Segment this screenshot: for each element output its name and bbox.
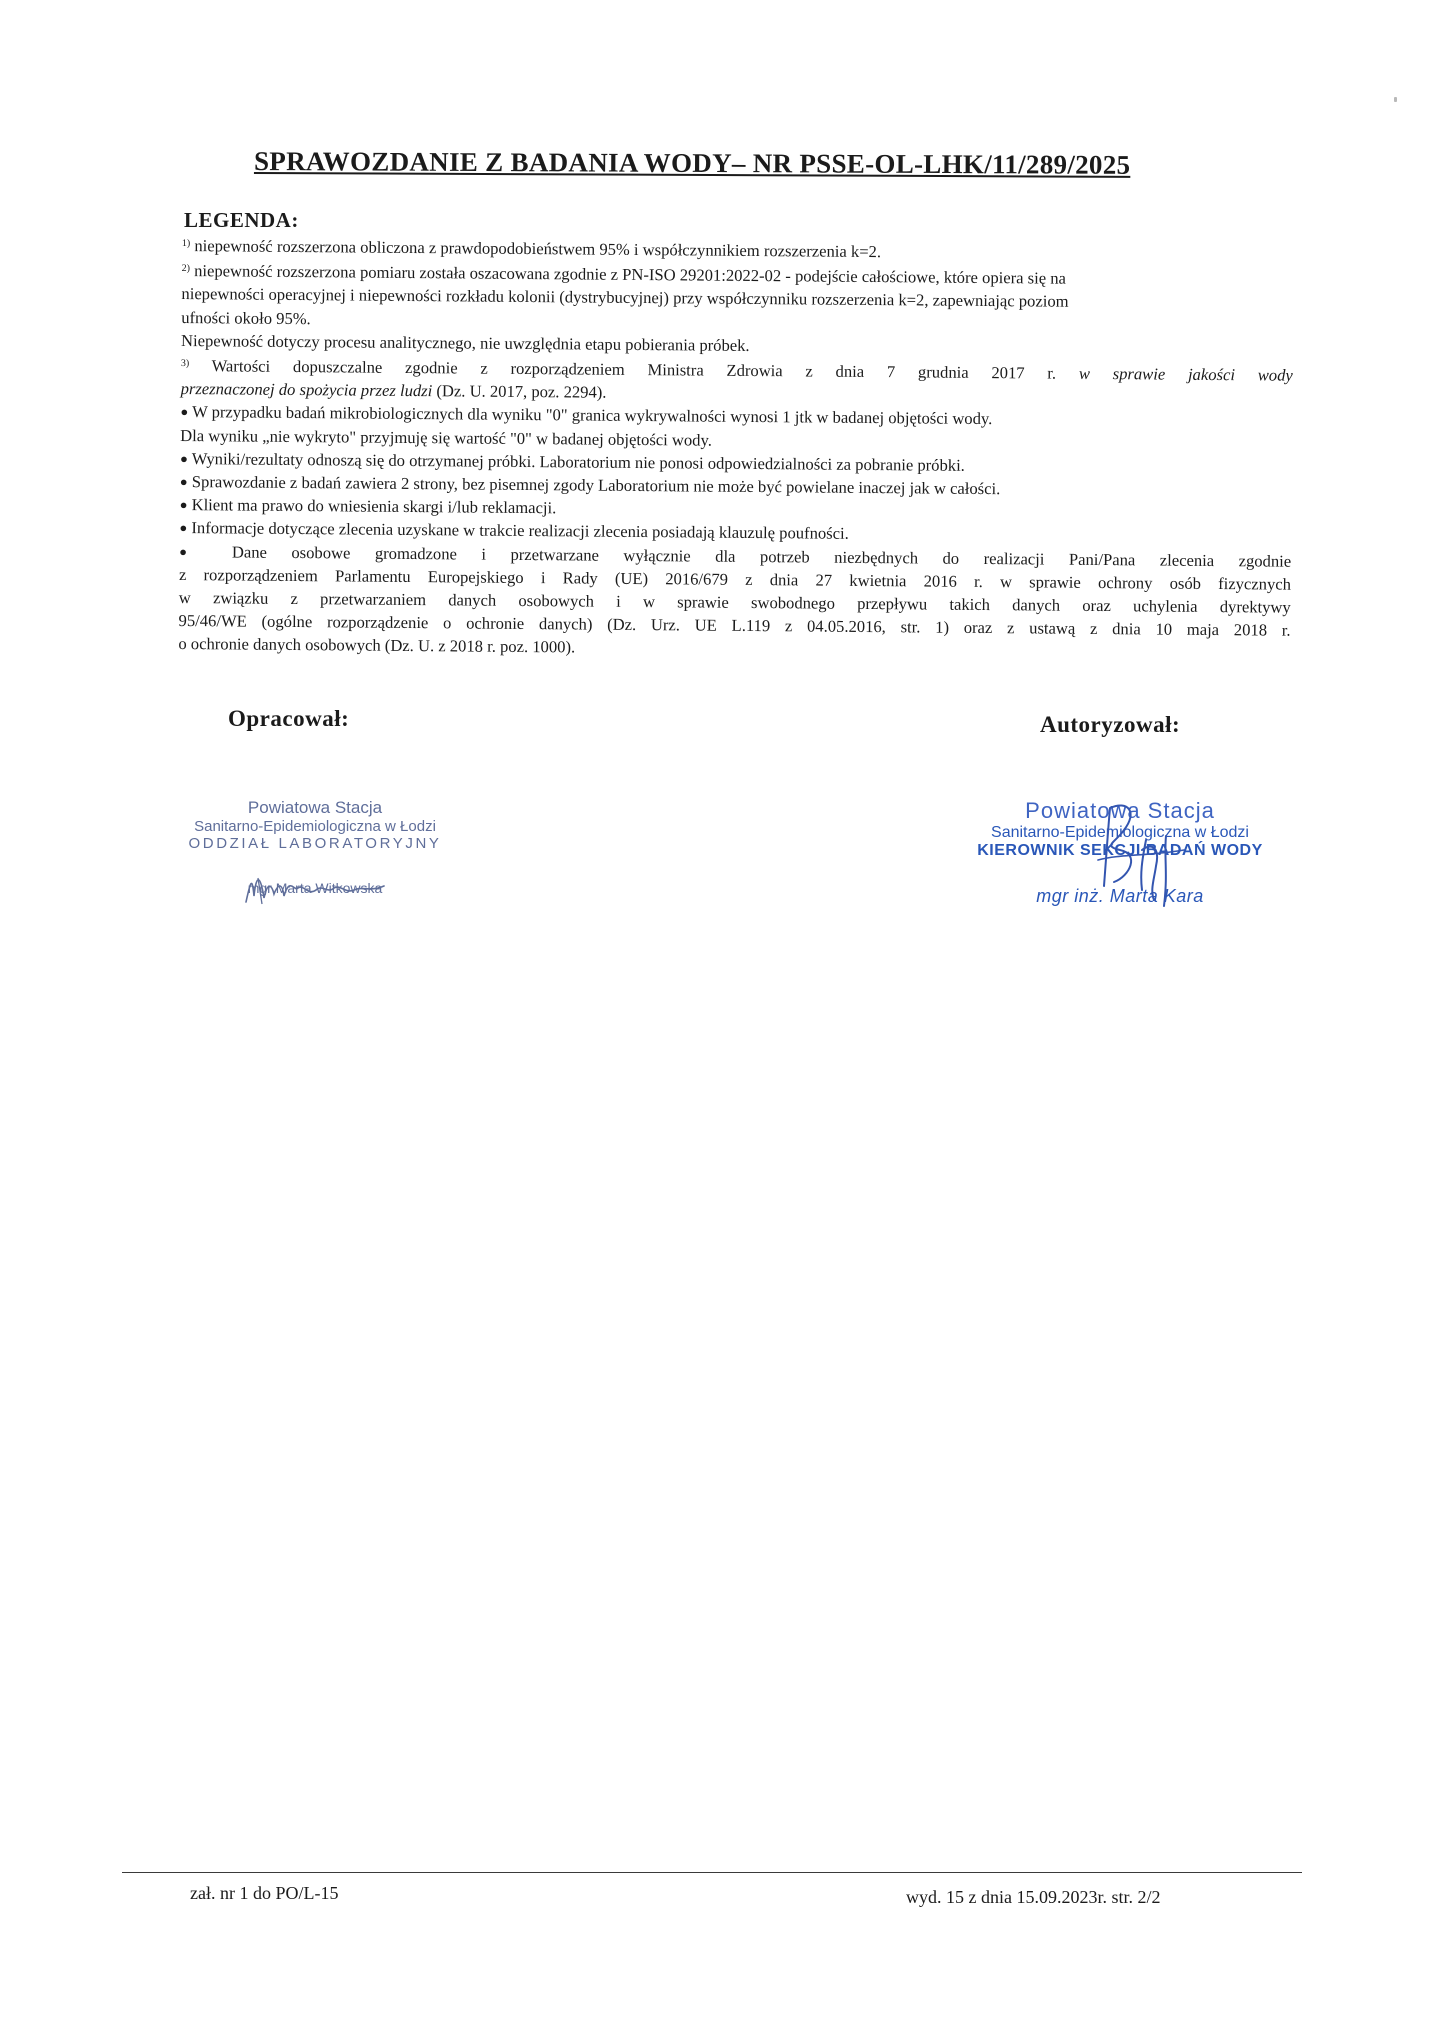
stamp-line: Sanitarno-Epidemiologiczna w Łodzi <box>194 818 436 835</box>
authorized-by-label: Autoryzował: <box>1040 712 1181 737</box>
bullet-icon: ● <box>179 474 188 490</box>
stamp-line: Sanitarno-Epidemiologiczna w Łodzi <box>991 824 1249 841</box>
legend-note-2-cont: ufności około 95%. <box>181 307 311 328</box>
legend-note-3: $^{3)}$ Wartości dopuszczalne zgodnie z rozporządzeniem Ministra Zdrowia z dnia 7 grudnia 2017 r. w sprawie jakości wody <box>180 356 1293 385</box>
legend-bullet: ● Dane osobowe gromadzone i przetwarzane wyłącznie dla potrzeb niezbędnych do realizacji Pani/Pana zlecenia zgodnie <box>179 542 1292 571</box>
legend-bullet-cont: w związku z przetwarzaniem danych osobowych i w sprawie swobodnego przepływu takich danych oraz uchylenia dyrektywy <box>178 588 1291 617</box>
legend-bullet-cont: o ochronie danych osobowych (Dz. U. z 2018 r. poz. 1000). <box>178 634 576 657</box>
legend-bullet-cont: Dla wyniku „nie wykryto" przyjmuję się wartość "0" w badanej objętości wody. <box>180 425 712 450</box>
report-title: SPRAWOZDANIE Z BADANIA WODY– NR PSSE-OL-LHK/11/289/2025 <box>253 146 1131 180</box>
left-signature <box>238 866 398 910</box>
bullet-icon: ● <box>179 520 188 536</box>
bullet-icon: ● <box>179 543 208 559</box>
stamp-line: KIEROWNIK SEKCJI BADAŃ WODY <box>977 842 1263 859</box>
legend-bullet: ● W przypadku badań mikrobiologicznych dla wyniku "0" granica wykrywalności wynosi 1 jtk w badanej objętości wody. <box>180 402 993 429</box>
legend-uncertainty-note: Niepewność dotyczy procesu analitycznego, nie uwzględnia etapu pobierania próbek. <box>180 330 750 355</box>
footnote-marker: 3) <box>180 358 190 370</box>
legend-bullet-cont: 95/46/WE (ogólne rozporządzenie o ochronie danych) (Dz. Urz. UE L.119 z 04.05.2016, str. 1) oraz z ustawą z dnia 10 maja 2018 r. <box>178 611 1291 640</box>
legend-bullet: ● Klient ma prawo do wniesienia skargi i/lub reklamacji. <box>179 495 557 518</box>
stamp-line: ODDZIAŁ LABORATORYJNY <box>188 835 442 852</box>
bullet-icon: ● <box>180 404 189 420</box>
legend-note-2: $^{2)}$ niepewność rozszerzona pomiaru została oszacowana zgodnie z PN-ISO 29201:2022-02 - podejście całościowe, które opiera się na <box>181 261 1067 288</box>
stamp-name: mgr Marta Witkowska <box>247 880 383 896</box>
footer-divider <box>122 1872 1302 1873</box>
footer-edition-page: wyd. 15 z dnia 15.09.2023r. str. 2/2 <box>906 1887 1161 1907</box>
footnote-marker: 2) <box>181 263 191 275</box>
legend-note-3-cont: przeznaczonej do spożycia przez ludzi (Dz. U. 2017, poz. 2294). <box>180 379 607 402</box>
legend-bullet-cont: z rozporządzeniem Parlamentu Europejskiego i Rady (UE) 2016/679 z dnia 27 kwietnia 2016 r. w sprawie ochrony osób fizycznych <box>178 564 1292 594</box>
legend-bullet: ● Informacje dotyczące zlecenia uzyskane w trakcie realizacji zlecenia posiadają klauzulę poufności. <box>179 518 849 544</box>
stamp-name: mgr inż. Marta Kara <box>1036 886 1204 906</box>
stamp-line: Powiatowa Stacja <box>247 798 383 817</box>
legend-bullet: ● Sprawozdanie z badań zawiera 2 strony, bez pisemnej zgody Laboratorium nie może być powielane inaczej jak w całości. <box>179 472 1001 499</box>
bullet-icon: ● <box>179 450 188 466</box>
legend-note-2-cont: niepewności operacyjnej i niepewności rozkładu kolonii (dystrybucyjnej) przy współczynniku rozszerzenia k=2, zapewniając poziom <box>181 284 1069 312</box>
legend-heading: LEGENDA: <box>184 208 299 232</box>
right-signature <box>1080 790 1210 930</box>
legend-block <box>178 232 1294 665</box>
footer-form-reference: zał. nr 1 do PO/L-15 <box>190 1883 339 1903</box>
stamp-line: Powiatowa Stacja <box>1025 798 1215 823</box>
footnote-marker: 1) <box>181 237 191 250</box>
scan-speck <box>1394 97 1397 102</box>
prepared-by-label: Opracował: <box>228 706 350 731</box>
bullet-icon: ● <box>179 497 188 513</box>
legend-bullet: ● Wyniki/rezultaty odnoszą się do otrzymanej próbki. Laboratorium nie ponosi odpowiedzialności za pobranie próbki. <box>179 448 965 475</box>
legend-note-1: $^{1)}$ niepewność rozszerzona obliczona z prawdopodobieństwem 95% i współczynnikiem rozszerzenia k=2. <box>181 236 882 262</box>
